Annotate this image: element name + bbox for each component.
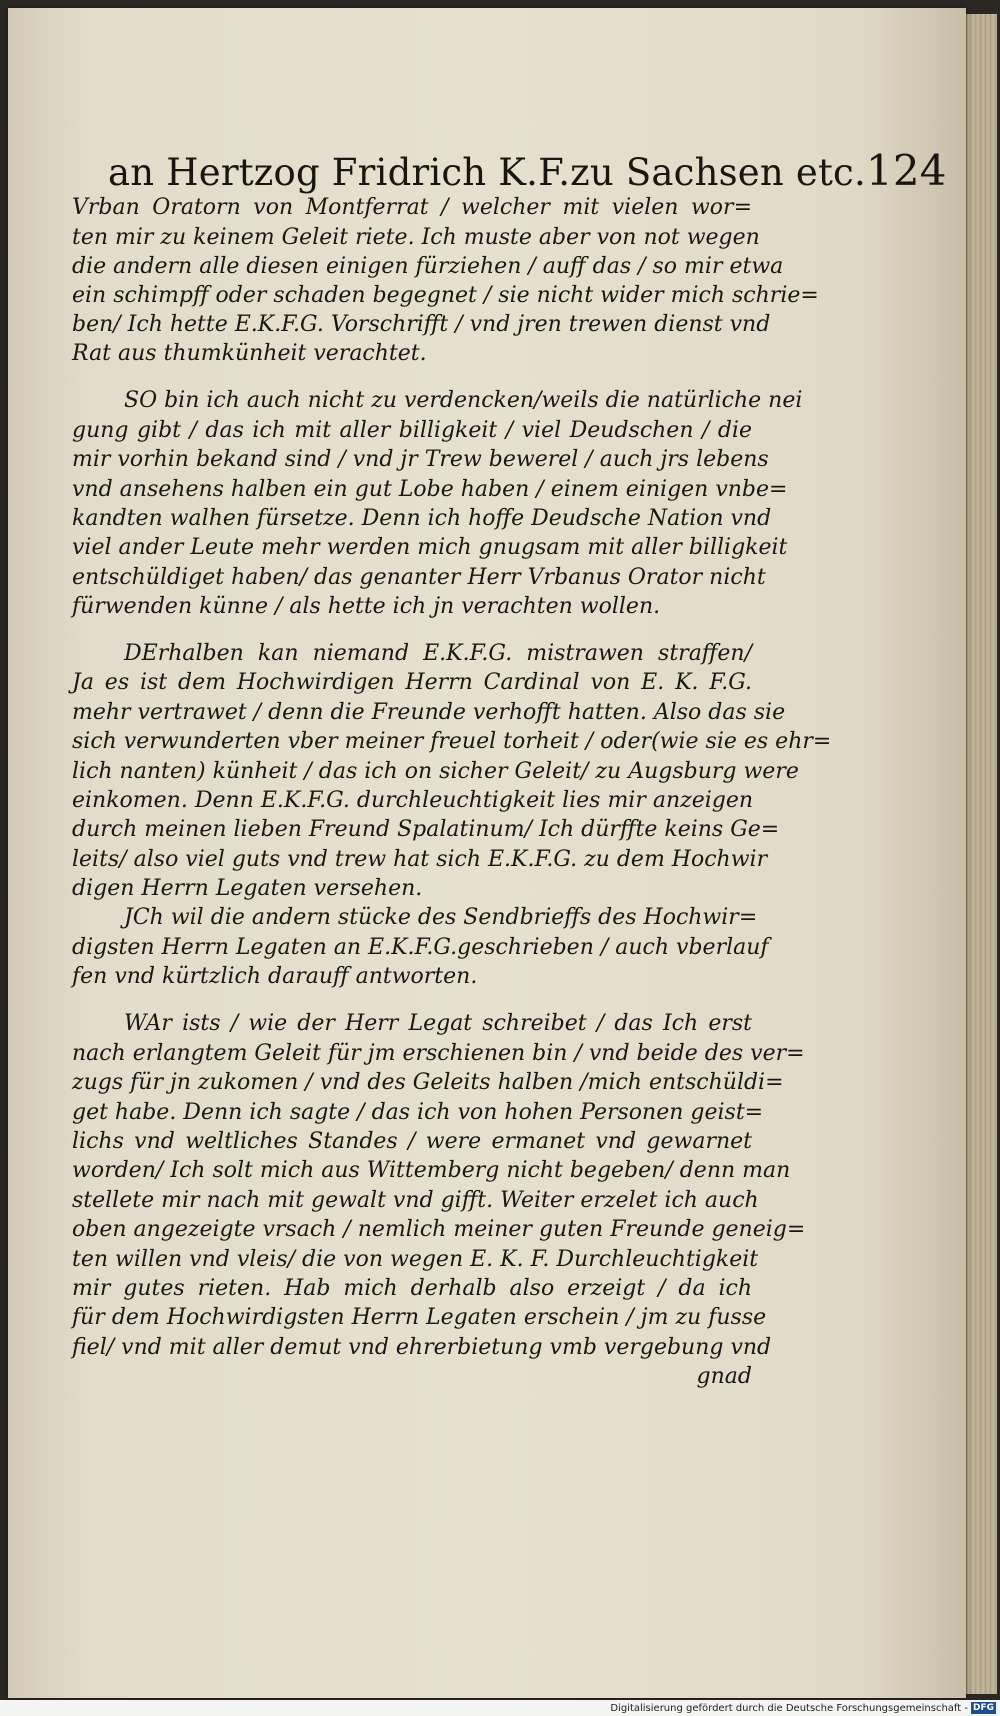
text-line: ben/ Ich hette E.K.F.G. Vorschrifft / vnd jren trewen dienst vnd (72, 312, 771, 337)
text-line: gung gibt / das ich mit aller billigkeit / viel Deudschen / die (72, 418, 752, 443)
text-line: sich verwunderten vber meiner freuel torheit / oder(wie sie es ehr= (72, 729, 832, 754)
text-line: gnad (696, 1364, 752, 1389)
dfg-logo: DFG (972, 1703, 994, 1713)
text-line: mehr vertrawet / denn die Freunde verhofft hatten. Also das sie (72, 700, 786, 725)
text-line: JCh wil die andern stücke des Sendbrieffs des Hochwir= (124, 905, 758, 930)
text-line: oben angezeigte vrsach / nemlich meiner guten Freunde geneig= (72, 1217, 806, 1242)
digitization-footer (0, 1700, 1000, 1716)
text-line: einkomen. Denn E.K.F.G. durchleuchtigkeit lies mir anzeigen (72, 788, 754, 813)
text-line: nach erlangtem Geleit für jm erschienen bin / vnd beide des ver= (72, 1041, 805, 1066)
running-head (108, 146, 947, 196)
text-line: WAr ists / wie der Herr Legat schreibet / das Ich erst (124, 1011, 752, 1036)
text-line: lichs vnd weltliches Standes / were ermanet vnd gewarnet (72, 1129, 752, 1154)
text-line: Rat aus thumkünheit verachtet. (72, 341, 427, 366)
text-line: mir vorhin bekand sind / vnd jr Trew bewerel / auch jrs lebens (72, 447, 769, 472)
text-line: ten mir zu keinem Geleit riete. Ich muste aber von not wegen (72, 225, 760, 250)
text-line: DErhalben kan niemand E.K.F.G. mistrawen straffen/ (124, 641, 752, 666)
text-line: stellete mir nach mit gewalt vnd gifft. Weiter erzelet ich auch (72, 1188, 759, 1213)
text-line: Vrban Oratorn von Montferrat / welcher mit vielen wor= (72, 195, 752, 220)
text-line: ten willen vnd vleis/ die von wegen E. K. F. Durchleuchtigkeit (72, 1247, 759, 1272)
text-line: für dem Hochwirdigsten Herrn Legaten erschein / jm zu fusse (72, 1305, 767, 1330)
text-line: fiel/ vnd mit aller demut vnd ehrerbietung vmb vergebung vnd (72, 1335, 772, 1360)
folio-number: 124 (865, 146, 947, 195)
text-line: mir gutes rieten. Hab mich derhalb also erzeigt / da ich (72, 1276, 752, 1301)
book-page (8, 8, 966, 1698)
text-line: viel ander Leute mehr werden mich gnugsam mit aller billigkeit (72, 535, 788, 560)
text-line: fürwenden künne / als hette ich jn verachten wollen. (72, 594, 661, 619)
text-line: get habe. Denn ich sagte / das ich von hohen Personen geist= (72, 1100, 764, 1125)
text-line: fen vnd kürtzlich darauff antworten. (72, 964, 478, 989)
text-line: durch meinen lieben Freund Spalatinum/ Ich dürffte keins Ge= (72, 817, 780, 842)
text-line: Ja es ist dem Hochwirdigen Herrn Cardinal von E. K. F.G. (72, 670, 752, 695)
book-page-edges (966, 14, 997, 1694)
text-line: vnd ansehens halben ein gut Lobe haben / einem einigen vnbe= (72, 477, 788, 502)
running-title: an Hertzog Fridrich K.F.zu Sachsen etc. (108, 151, 866, 194)
text-line: ein schimpff oder schaden begegnet / sie nicht wider mich schrie= (72, 283, 819, 308)
text-line: zugs für jn zukomen / vnd des Geleits halben /mich entschüldi= (72, 1070, 784, 1095)
text-line: digsten Herrn Legaten an E.K.F.G.geschrieben / auch vberlauf (72, 935, 769, 960)
text-line: worden/ Ich solt mich aus Wittemberg nicht begeben/ denn man (72, 1158, 791, 1183)
text-line: die andern alle diesen einigen fürziehen / auff das / so mir etwa (72, 254, 784, 279)
text-line: lich nanten) künheit / das ich on sicher Geleit/ zu Augsburg were (72, 759, 799, 784)
text-line: kandten walhen fürsetze. Denn ich hoffe Deudsche Nation vnd (72, 506, 772, 531)
text-line: entschüldiget haben/ das genanter Herr Vrbanus Orator nicht (72, 565, 766, 590)
text-line: digen Herrn Legaten versehen. (72, 876, 423, 901)
text-line: SO bin ich auch nicht zu verdencken/weils die natürliche nei (124, 388, 803, 413)
funding-credit: Digitalisierung gefördert durch die Deutsche Forschungsgemeinschaft - (610, 1702, 968, 1714)
text-line: leits/ also viel guts vnd trew hat sich E.K.F.G. zu dem Hochwir (72, 847, 768, 872)
